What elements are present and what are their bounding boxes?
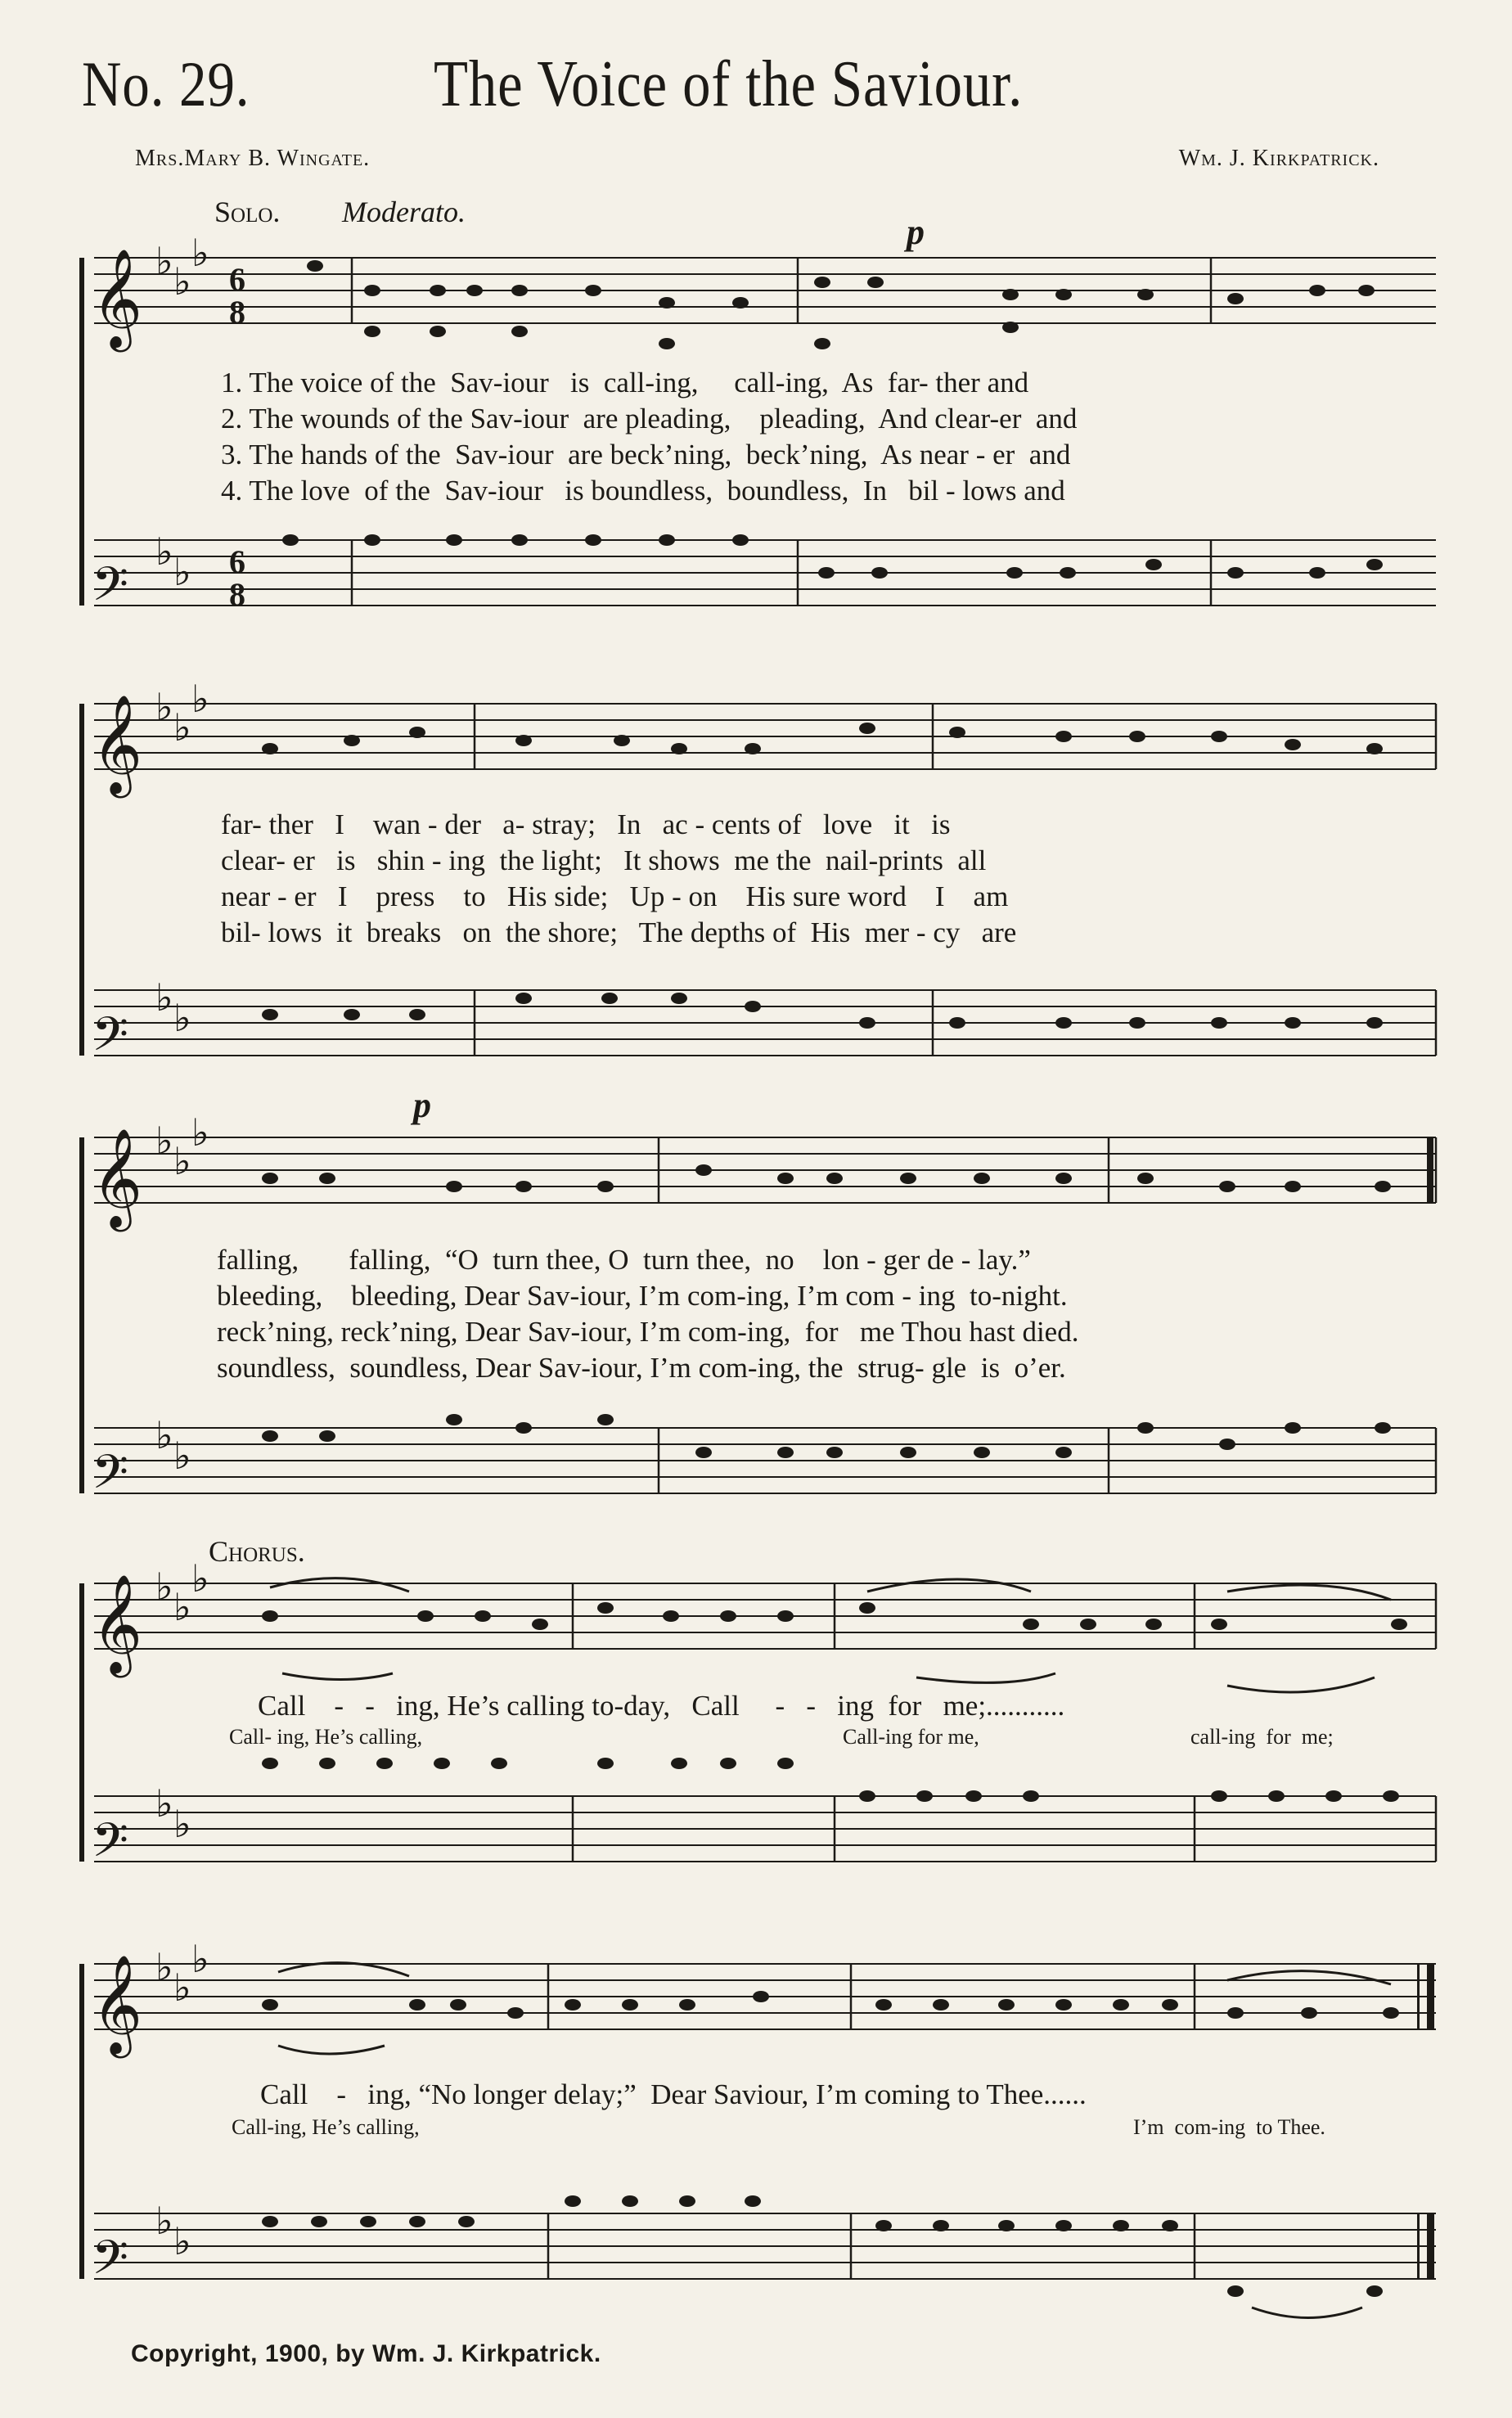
verse-2-line-2: clear- er is shin - ing the light; It shows me the nail-prints all <box>221 844 987 876</box>
chorus-label: Chorus. <box>209 1535 305 1568</box>
chorus-line-1-alto-c: call-ing for me; <box>1190 1725 1334 1749</box>
system-5-bass <box>94 2213 1436 2279</box>
verse-4-line-2: bil- lows it breaks on the shore; The depths of His mer - cy are <box>221 916 1017 948</box>
svg-text:♭: ♭ <box>191 677 209 721</box>
copyright-notice: Copyright, 1900, by Wm. J. Kirkpatrick. <box>131 2340 601 2367</box>
svg-text:♭: ♭ <box>191 1556 209 1601</box>
svg-text:𝄞: 𝄞 <box>92 1574 143 1673</box>
svg-text:♭: ♭ <box>173 550 191 594</box>
chorus-line-1-alto-a: Call- ing, He’s calling, <box>229 1725 423 1749</box>
svg-text:♭: ♭ <box>191 1937 209 1981</box>
time-signature <box>229 261 245 613</box>
svg-text:8: 8 <box>229 576 245 613</box>
svg-text:𝄞: 𝄞 <box>92 694 143 794</box>
svg-text:6: 6 <box>229 543 245 580</box>
verse-3-line-1: 3. The hands of the Sav-iour are beck’ning, beck’ning, As near - er and <box>221 439 1071 471</box>
hymn-title: The Voice of the Saviour. <box>434 48 1024 120</box>
noteheads <box>262 260 1407 2297</box>
solo-marking: Solo. <box>214 196 281 228</box>
chorus-line-1: Call - - ing, He’s calling to-day, Call - - ing for me;........... <box>258 1690 1065 1722</box>
svg-text:♭: ♭ <box>155 975 173 1020</box>
svg-text:♭: ♭ <box>155 1119 173 1163</box>
svg-text:♭: ♭ <box>155 1565 173 1609</box>
svg-text:𝄢: 𝄢 <box>92 2230 129 2297</box>
chorus-line-2: Call - ing, “No longer delay;” Dear Saviour, I’m coming to Thee...... <box>260 2078 1087 2110</box>
final-barlines <box>1417 1137 1434 2279</box>
clefs <box>92 248 142 2297</box>
verse-2-line-3: bleeding, bleeding, Dear Sav-iour, I’m com-ing, I’m com - ing to-night. <box>217 1280 1068 1312</box>
system-3-treble <box>94 1137 1436 1203</box>
svg-text:♭: ♭ <box>191 231 209 275</box>
svg-text:𝄢: 𝄢 <box>92 1006 129 1074</box>
svg-text:♭: ♭ <box>173 1139 191 1183</box>
svg-text:♭: ♭ <box>173 1585 191 1629</box>
svg-text:♭: ♭ <box>155 1945 173 1989</box>
chorus-line-2-alto-b: I’m com-ing to Thee. <box>1133 2115 1325 2139</box>
treble-clef-icon: 𝄞 <box>92 248 143 348</box>
system-2-bass <box>94 990 1436 1056</box>
svg-text:♭: ♭ <box>173 996 191 1040</box>
system-1-treble <box>94 258 1436 323</box>
verse-4-line-1: 4. The love of the Sav-iour is boundless, boundless, In bil - lows and <box>221 475 1065 507</box>
svg-text:♭: ♭ <box>155 529 173 574</box>
svg-text:♭: ♭ <box>173 2219 191 2263</box>
svg-text:♭: ♭ <box>155 2199 173 2243</box>
verse-3-line-3: reck’ning, reck’ning, Dear Sav-iour, I’m com-ing, for me Thou hast died. <box>217 1316 1079 1348</box>
system-2-treble <box>94 704 1436 769</box>
dynamic-piano: p <box>413 1085 431 1125</box>
svg-text:♭: ♭ <box>155 239 173 283</box>
composer-credit: Wm. J. Kirkpatrick. <box>1178 146 1379 171</box>
hymn-number: No. 29. <box>82 48 250 119</box>
dynamic-piano: p <box>907 212 925 252</box>
svg-text:♭: ♭ <box>173 1965 191 2010</box>
svg-text:6: 6 <box>229 261 245 298</box>
svg-text:𝄢: 𝄢 <box>92 1812 129 1880</box>
chorus-line-1-alto-b: Call-ing for me, <box>843 1725 979 1749</box>
svg-text:𝄞: 𝄞 <box>92 1128 143 1227</box>
svg-text:♭: ♭ <box>173 1802 191 1846</box>
svg-text:♭: ♭ <box>155 1413 173 1457</box>
system-braces <box>79 258 84 2279</box>
svg-text:𝄢: 𝄢 <box>92 1444 129 1511</box>
system-4-bass <box>94 1796 1436 1862</box>
chorus-line-2-alto-a: Call-ing, He’s calling, <box>232 2115 420 2139</box>
svg-text:♭: ♭ <box>155 685 173 729</box>
key-signatures <box>155 231 209 2263</box>
system-4-treble <box>94 1583 1436 1649</box>
svg-text:♭: ♭ <box>155 1781 173 1826</box>
tempo-marking: Moderato. <box>342 196 466 228</box>
svg-text:8: 8 <box>229 294 245 331</box>
svg-text:♭: ♭ <box>173 705 191 750</box>
verse-1-line-1: 1. The voice of the Sav-iour is call-ing, call-ing, As far- ther and <box>221 367 1029 398</box>
svg-text:♭: ♭ <box>191 1110 209 1155</box>
lyricist-credit: Mrs.Mary B. Wingate. <box>135 146 371 171</box>
bass-clef-icon: 𝄢 <box>92 556 129 624</box>
verse-1-line-3: falling, falling, “O turn thee, O turn thee, no lon - ger de - lay.” <box>217 1244 1031 1276</box>
svg-text:♭: ♭ <box>173 1434 191 1478</box>
system-3-bass <box>94 1428 1436 1493</box>
verse-4-line-3: soundless, soundless, Dear Sav-iour, I’m com-ing, the strug- gle is o’er. <box>217 1352 1066 1384</box>
verse-3-line-2: near - er I press to His side; Up - on His sure word I am <box>221 880 1009 912</box>
svg-text:♭: ♭ <box>173 259 191 304</box>
verse-1-line-2: far- ther I wan - der a- stray; In ac - cents of love it is <box>221 808 951 840</box>
svg-text:𝄞: 𝄞 <box>92 1954 143 2054</box>
verse-2-line-1: 2. The wounds of the Sav-iour are pleading, pleading, And clear-er and <box>221 403 1078 435</box>
